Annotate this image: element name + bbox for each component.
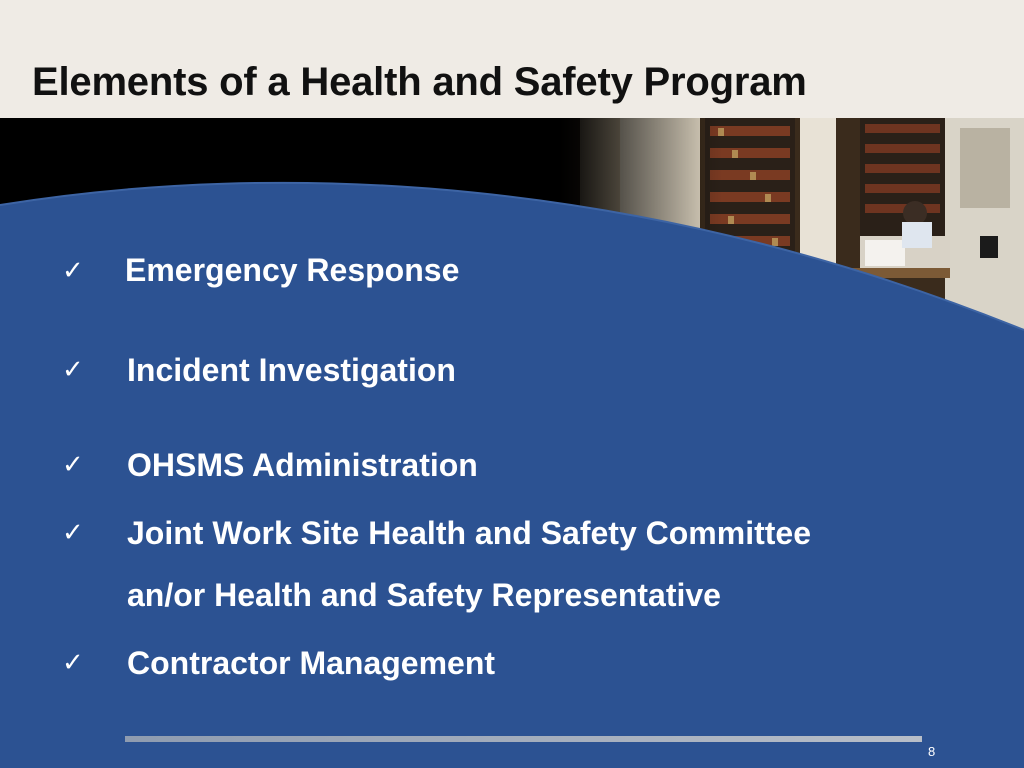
- check-icon: ✓: [62, 355, 84, 385]
- check-icon: ✓: [62, 648, 84, 678]
- footer-divider: [125, 736, 922, 742]
- bullet-joint-committee-continued: an/or Health and Safety Representative: [127, 577, 721, 613]
- bullet-contractor-management: Contractor Management: [127, 645, 496, 681]
- bullet-incident-investigation: Incident Investigation: [127, 352, 456, 388]
- page-number: 8: [928, 744, 936, 759]
- bullet-ohsms-administration: OHSMS Administration: [127, 447, 478, 483]
- bullet-joint-committee: Joint Work Site Health and Safety Committee: [127, 515, 811, 551]
- bullet-emergency-response: Emergency Response: [125, 252, 460, 288]
- check-icon: ✓: [62, 518, 84, 548]
- check-icon: ✓: [62, 256, 84, 286]
- slide-title: Elements of a Health and Safety Program: [32, 60, 807, 104]
- check-icon: ✓: [62, 450, 84, 480]
